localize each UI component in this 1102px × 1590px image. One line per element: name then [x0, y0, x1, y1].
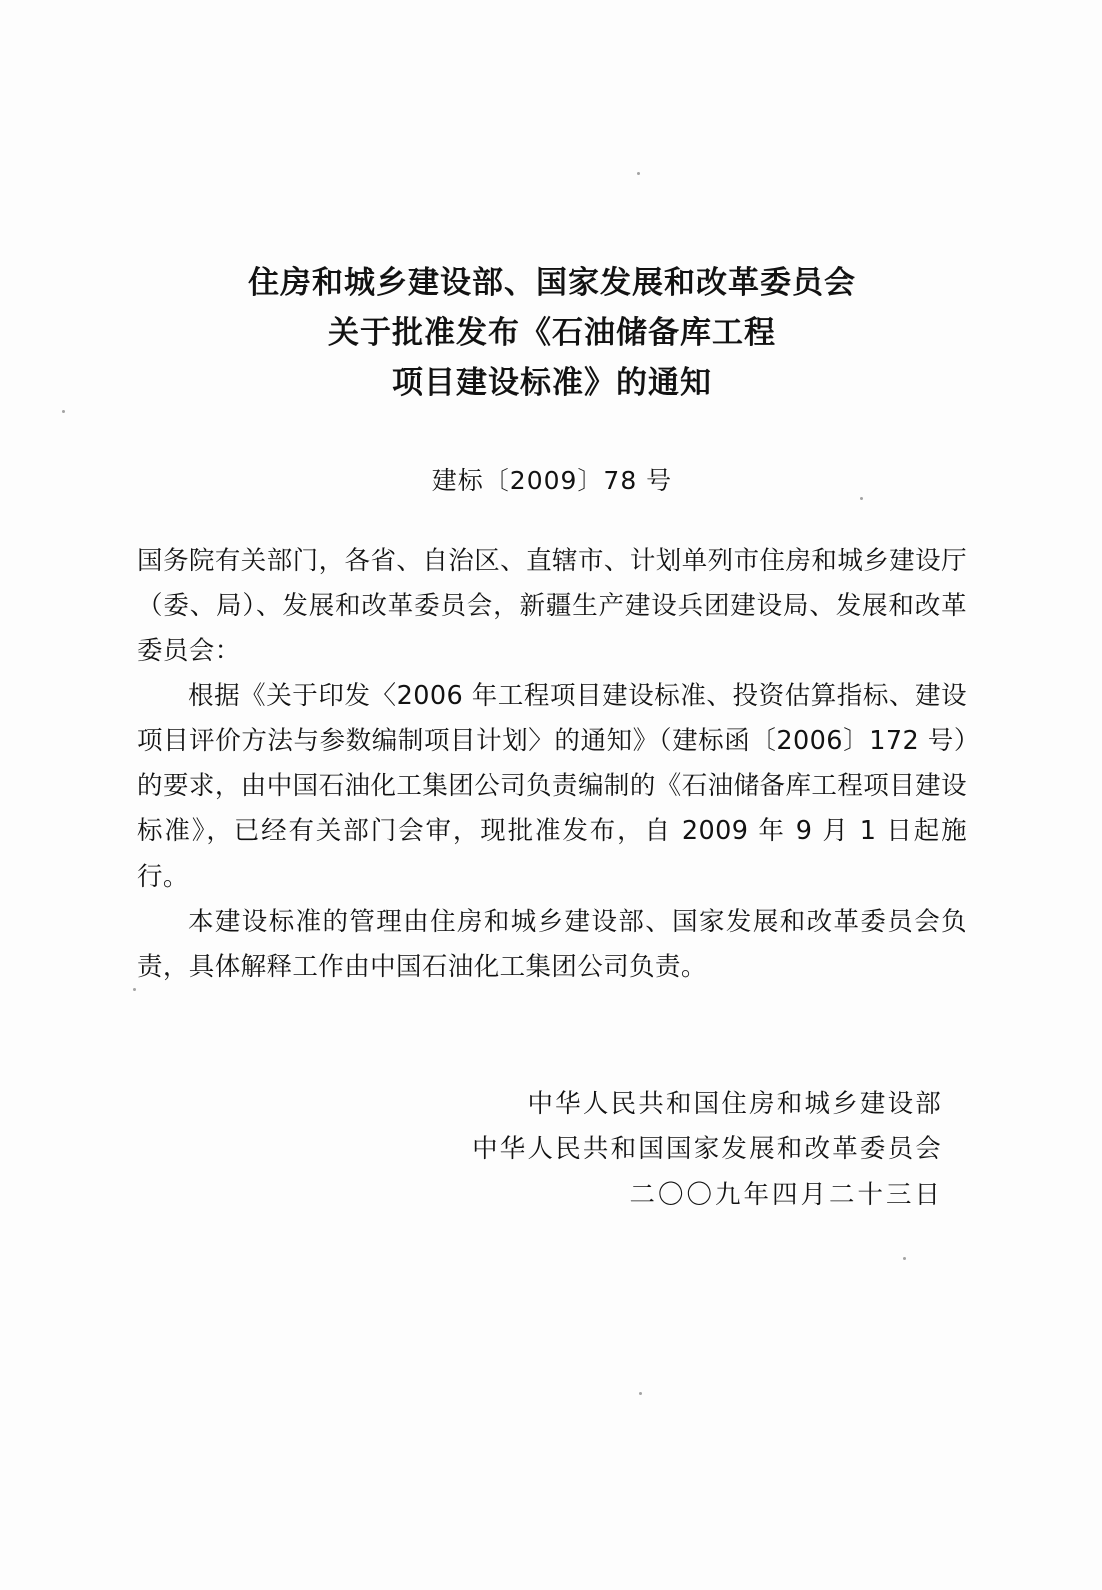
- document-body: [137, 539, 967, 990]
- scan-speck: [639, 1392, 642, 1395]
- scan-speck: [62, 410, 65, 413]
- paragraph-basis: 根据《关于印发〈2006 年工程项目建设标准、投资估算指标、建设项目评价方法与参数编制项目计划〉的通知》（建标函〔2006〕172 号）的要求，由中国石油化工集团公司负责编制的《石油储备库工程项目建设标准》，已经有关部门会审，现批准发布，自 2009 年 9 月 1 日起施行。: [137, 681, 967, 892]
- page-title-line-1: 住房和城乡建设部、国家发展和改革委员会: [248, 265, 856, 301]
- page-title-line-2: 关于批准发布《石油储备库工程: [328, 315, 776, 352]
- signature-block: [137, 1082, 967, 1218]
- document-number: 建标〔2009〕78 号: [431, 465, 673, 495]
- signature-line-2: 中华人民共和国国家发展和改革委员会: [472, 1134, 943, 1165]
- signature-date: 二〇〇九年四月二十三日: [629, 1179, 943, 1210]
- paragraph-addressees: 国务院有关部门，各省、自治区、直辖市、计划单列市住房和城乡建设厅（委、局）、发展和改革委员会，新疆生产建设兵团建设局、发展和改革委员会：: [137, 545, 967, 666]
- scan-speck: [903, 1257, 906, 1260]
- page-title: [137, 258, 967, 409]
- paragraph-administration: 本建设标准的管理由住房和城乡建设部、国家发展和改革委员会负责，具体解释工作由中国石油化工集团公司负责。: [137, 906, 967, 982]
- page-title-line-3: 项目建设标准》的通知: [392, 365, 712, 402]
- document-content: [137, 0, 967, 1218]
- signature-line-1: 中华人民共和国住房和城乡建设部: [527, 1088, 943, 1119]
- scan-speck: [133, 988, 136, 991]
